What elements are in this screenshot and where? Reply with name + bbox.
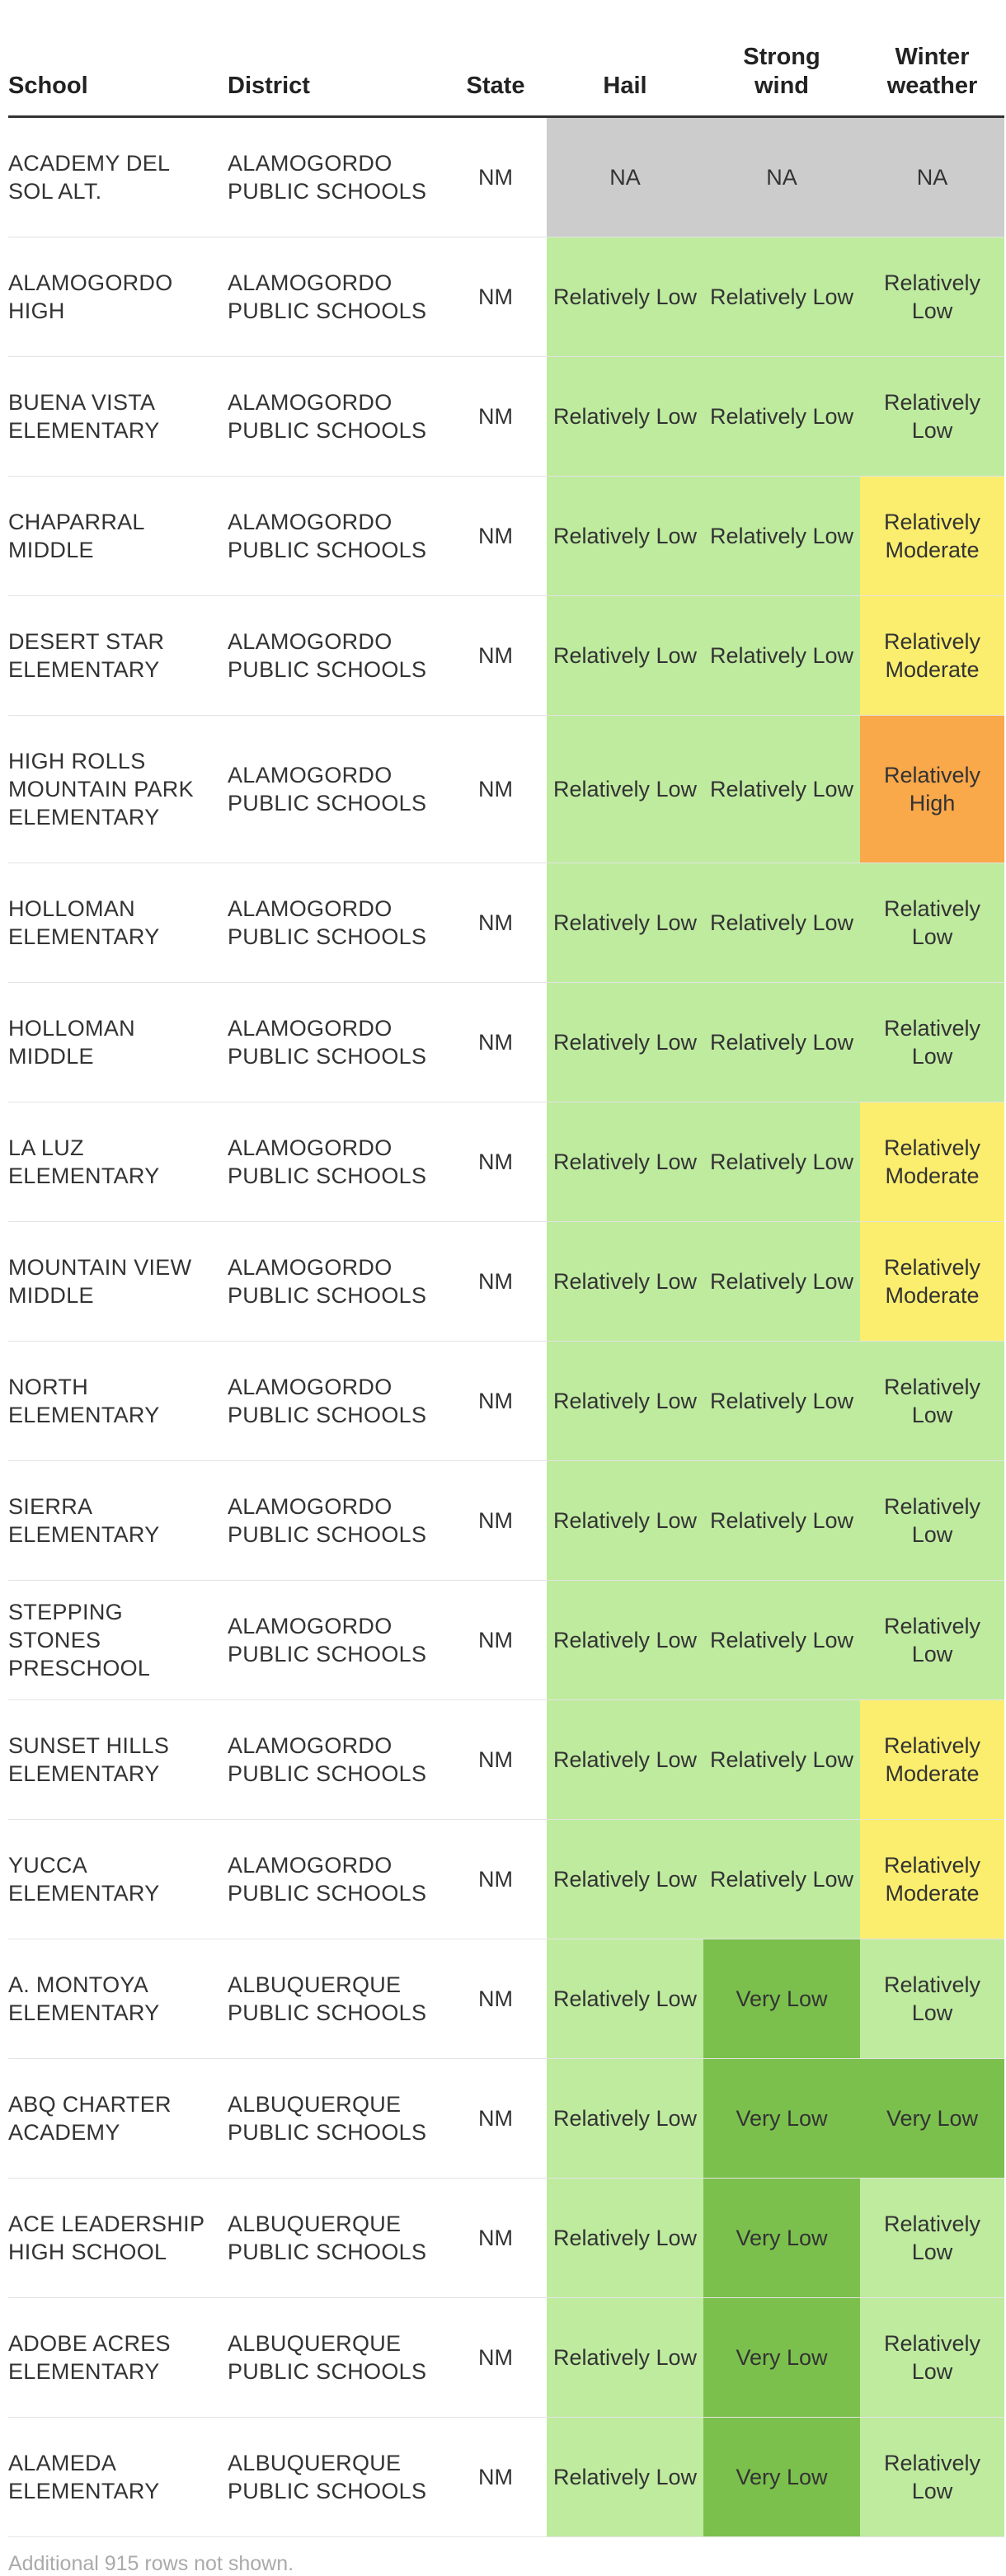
cell-winter-weather-rating: Relatively Moderate xyxy=(860,1820,1004,1939)
column-header-school[interactable] xyxy=(8,23,228,117)
column-header-strong-wind[interactable] xyxy=(703,23,860,117)
cell-hail-rating: Relatively Low xyxy=(547,716,703,863)
table-body xyxy=(8,117,1004,2537)
cell-district: ALAMOGORDO PUBLIC SCHOOLS xyxy=(228,983,444,1102)
cell-winter-weather-rating: Relatively Low xyxy=(860,2179,1004,2298)
cell-hail-rating: Relatively Low xyxy=(547,1342,703,1461)
cell-district: ALAMOGORDO PUBLIC SCHOOLS xyxy=(228,1820,444,1939)
cell-district: ALAMOGORDO PUBLIC SCHOOLS xyxy=(228,1342,444,1461)
cell-district: ALBUQUERQUE PUBLIC SCHOOLS xyxy=(228,2059,444,2179)
table-row xyxy=(8,2179,1004,2298)
cell-hail-rating: Relatively Low xyxy=(547,2179,703,2298)
cell-state: NM xyxy=(444,1461,547,1581)
cell-school: ACADEMY DEL SOL ALT. xyxy=(8,117,228,237)
cell-district: ALAMOGORDO PUBLIC SCHOOLS xyxy=(228,596,444,716)
cell-strong-wind-rating: Relatively Low xyxy=(703,1581,860,1700)
cell-state: NM xyxy=(444,1102,547,1222)
cell-state: NM xyxy=(444,1939,547,2059)
strong-wind-line2: wind xyxy=(754,73,810,99)
cell-strong-wind-rating: Relatively Low xyxy=(703,477,860,596)
table-row xyxy=(8,863,1004,983)
cell-hail-rating: Relatively Low xyxy=(547,2298,703,2418)
table-row xyxy=(8,1700,1004,1820)
cell-winter-weather-rating: Relatively Low xyxy=(860,357,1004,477)
cell-hail-rating: Relatively Low xyxy=(547,1222,703,1342)
cell-district: ALAMOGORDO PUBLIC SCHOOLS xyxy=(228,1700,444,1820)
cell-state: NM xyxy=(444,1820,547,1939)
cell-winter-weather-rating: NA xyxy=(860,117,1004,237)
cell-strong-wind-rating: Relatively Low xyxy=(703,716,860,863)
schools-hazard-table xyxy=(8,23,1004,2537)
cell-winter-weather-rating: Relatively Low xyxy=(860,1342,1004,1461)
column-header-strong-wind-label xyxy=(703,43,860,115)
cell-winter-weather-rating: Relatively Moderate xyxy=(860,1102,1004,1222)
cell-hail-rating: Relatively Low xyxy=(547,357,703,477)
cell-district: ALBUQUERQUE PUBLIC SCHOOLS xyxy=(228,2179,444,2298)
cell-school: ALAMOGORDO HIGH xyxy=(8,237,228,357)
cell-school: BUENA VISTA ELEMENTARY xyxy=(8,357,228,477)
cell-hail-rating: Relatively Low xyxy=(547,1461,703,1581)
column-header-district[interactable] xyxy=(228,23,444,117)
cell-hail-rating: Relatively Low xyxy=(547,237,703,357)
cell-hail-rating: Relatively Low xyxy=(547,596,703,716)
cell-state: NM xyxy=(444,716,547,863)
cell-district: ALBUQUERQUE PUBLIC SCHOOLS xyxy=(228,2298,444,2418)
cell-school: HOLLOMAN ELEMENTARY xyxy=(8,863,228,983)
cell-school: MOUNTAIN VIEW MIDDLE xyxy=(8,1222,228,1342)
cell-strong-wind-rating: Relatively Low xyxy=(703,1820,860,1939)
cell-strong-wind-rating: Relatively Low xyxy=(703,237,860,357)
cell-strong-wind-rating: Relatively Low xyxy=(703,1342,860,1461)
column-header-winter-weather[interactable] xyxy=(860,23,1004,117)
cell-winter-weather-rating: Relatively Moderate xyxy=(860,1700,1004,1820)
table-row xyxy=(8,1461,1004,1581)
cell-school: NORTH ELEMENTARY xyxy=(8,1342,228,1461)
cell-state: NM xyxy=(444,863,547,983)
cell-state: NM xyxy=(444,2059,547,2179)
table-row xyxy=(8,237,1004,357)
cell-state: NM xyxy=(444,2298,547,2418)
cell-school: CHAPARRAL MIDDLE xyxy=(8,477,228,596)
cell-strong-wind-rating: Relatively Low xyxy=(703,357,860,477)
cell-winter-weather-rating: Very Low xyxy=(860,2059,1004,2179)
cell-district: ALAMOGORDO PUBLIC SCHOOLS xyxy=(228,117,444,237)
cell-district: ALAMOGORDO PUBLIC SCHOOLS xyxy=(228,357,444,477)
cell-hail-rating: Relatively Low xyxy=(547,2059,703,2179)
cell-hail-rating: Relatively Low xyxy=(547,1700,703,1820)
cell-state: NM xyxy=(444,1700,547,1820)
table-row xyxy=(8,2298,1004,2418)
cell-district: ALAMOGORDO PUBLIC SCHOOLS xyxy=(228,1581,444,1700)
table-row xyxy=(8,2059,1004,2179)
cell-winter-weather-rating: Relatively Low xyxy=(860,1461,1004,1581)
cell-strong-wind-rating: Relatively Low xyxy=(703,1222,860,1342)
winter-weather-line1: Winter xyxy=(895,44,970,70)
cell-hail-rating: Relatively Low xyxy=(547,1581,703,1700)
column-header-state-label: State xyxy=(466,73,525,99)
cell-district: ALAMOGORDO PUBLIC SCHOOLS xyxy=(228,1102,444,1222)
table-row xyxy=(8,477,1004,596)
cell-winter-weather-rating: Relatively Moderate xyxy=(860,596,1004,716)
cell-strong-wind-rating: Relatively Low xyxy=(703,1700,860,1820)
cell-strong-wind-rating: Very Low xyxy=(703,2418,860,2537)
table-row xyxy=(8,357,1004,477)
cell-strong-wind-rating: Very Low xyxy=(703,2059,860,2179)
cell-school: SIERRA ELEMENTARY xyxy=(8,1461,228,1581)
table-row xyxy=(8,117,1004,237)
table-row xyxy=(8,1222,1004,1342)
cell-strong-wind-rating: Very Low xyxy=(703,1939,860,2059)
cell-hail-rating: Relatively Low xyxy=(547,477,703,596)
cell-strong-wind-rating: Relatively Low xyxy=(703,596,860,716)
table-row xyxy=(8,1939,1004,2059)
cell-hail-rating: NA xyxy=(547,117,703,237)
cell-winter-weather-rating: Relatively Moderate xyxy=(860,477,1004,596)
cell-winter-weather-rating: Relatively Low xyxy=(860,237,1004,357)
cell-state: NM xyxy=(444,357,547,477)
cell-winter-weather-rating: Relatively Low xyxy=(860,983,1004,1102)
table-row xyxy=(8,1820,1004,1939)
cell-strong-wind-rating: Very Low xyxy=(703,2298,860,2418)
cell-hail-rating: Relatively Low xyxy=(547,2418,703,2537)
cell-hail-rating: Relatively Low xyxy=(547,1102,703,1222)
cell-strong-wind-rating: Relatively Low xyxy=(703,1102,860,1222)
cell-school: STEPPING STONES PRESCHOOL xyxy=(8,1581,228,1700)
column-header-hail-label: Hail xyxy=(603,73,647,99)
cell-hail-rating: Relatively Low xyxy=(547,863,703,983)
cell-district: ALAMOGORDO PUBLIC SCHOOLS xyxy=(228,863,444,983)
cell-strong-wind-rating: Very Low xyxy=(703,2179,860,2298)
cell-school: SUNSET HILLS ELEMENTARY xyxy=(8,1700,228,1820)
cell-strong-wind-rating: Relatively Low xyxy=(703,983,860,1102)
cell-strong-wind-rating: NA xyxy=(703,117,860,237)
cell-school: LA LUZ ELEMENTARY xyxy=(8,1102,228,1222)
table-row xyxy=(8,1581,1004,1700)
cell-state: NM xyxy=(444,477,547,596)
winter-weather-line2: weather xyxy=(886,73,978,99)
cell-school: DESERT STAR ELEMENTARY xyxy=(8,596,228,716)
cell-winter-weather-rating: Relatively Low xyxy=(860,1581,1004,1700)
cell-district: ALAMOGORDO PUBLIC SCHOOLS xyxy=(228,237,444,357)
cell-school: YUCCA ELEMENTARY xyxy=(8,1820,228,1939)
cell-hail-rating: Relatively Low xyxy=(547,1820,703,1939)
cell-school: ADOBE ACRES ELEMENTARY xyxy=(8,2298,228,2418)
cell-state: NM xyxy=(444,2179,547,2298)
table-row xyxy=(8,1342,1004,1461)
column-header-state[interactable] xyxy=(444,23,547,117)
cell-state: NM xyxy=(444,117,547,237)
cell-state: NM xyxy=(444,237,547,357)
cell-winter-weather-rating: Relatively High xyxy=(860,716,1004,863)
column-header-hail[interactable] xyxy=(547,23,703,117)
cell-district: ALAMOGORDO PUBLIC SCHOOLS xyxy=(228,1461,444,1581)
table-row xyxy=(8,983,1004,1102)
cell-winter-weather-rating: Relatively Low xyxy=(860,1939,1004,2059)
cell-state: NM xyxy=(444,1222,547,1342)
cell-district: ALBUQUERQUE PUBLIC SCHOOLS xyxy=(228,2418,444,2537)
column-header-school-label: School xyxy=(8,73,88,99)
column-header-winter-weather-label xyxy=(860,43,1004,115)
cell-school: HIGH ROLLS MOUNTAIN PARK ELEMENTARY xyxy=(8,716,228,863)
table-row xyxy=(8,1102,1004,1222)
cell-school: HOLLOMAN MIDDLE xyxy=(8,983,228,1102)
cell-winter-weather-rating: Relatively Low xyxy=(860,2418,1004,2537)
cell-state: NM xyxy=(444,1581,547,1700)
cell-state: NM xyxy=(444,596,547,716)
table-row xyxy=(8,716,1004,863)
table-header xyxy=(8,23,1004,117)
cell-district: ALBUQUERQUE PUBLIC SCHOOLS xyxy=(228,1939,444,2059)
cell-state: NM xyxy=(444,2418,547,2537)
cell-school: ALAMEDA ELEMENTARY xyxy=(8,2418,228,2537)
cell-strong-wind-rating: Relatively Low xyxy=(703,863,860,983)
cell-winter-weather-rating: Relatively Moderate xyxy=(860,1222,1004,1342)
cell-winter-weather-rating: Relatively Low xyxy=(860,2298,1004,2418)
cell-hail-rating: Relatively Low xyxy=(547,983,703,1102)
footnote-rows-not-shown: Additional 915 rows not shown. xyxy=(8,2552,294,2575)
table-row xyxy=(8,596,1004,716)
cell-winter-weather-rating: Relatively Low xyxy=(860,863,1004,983)
cell-strong-wind-rating: Relatively Low xyxy=(703,1461,860,1581)
column-header-district-label: District xyxy=(228,73,310,99)
cell-school: ABQ CHARTER ACADEMY xyxy=(8,2059,228,2179)
header-row xyxy=(8,23,1004,117)
cell-school: A. MONTOYA ELEMENTARY xyxy=(8,1939,228,2059)
cell-state: NM xyxy=(444,983,547,1102)
cell-hail-rating: Relatively Low xyxy=(547,1939,703,2059)
cell-district: ALAMOGORDO PUBLIC SCHOOLS xyxy=(228,477,444,596)
cell-school: ACE LEADERSHIP HIGH SCHOOL xyxy=(8,2179,228,2298)
cell-state: NM xyxy=(444,1342,547,1461)
cell-district: ALAMOGORDO PUBLIC SCHOOLS xyxy=(228,716,444,863)
cell-district: ALAMOGORDO PUBLIC SCHOOLS xyxy=(228,1222,444,1342)
strong-wind-line1: Strong xyxy=(743,44,820,70)
table-row xyxy=(8,2418,1004,2537)
